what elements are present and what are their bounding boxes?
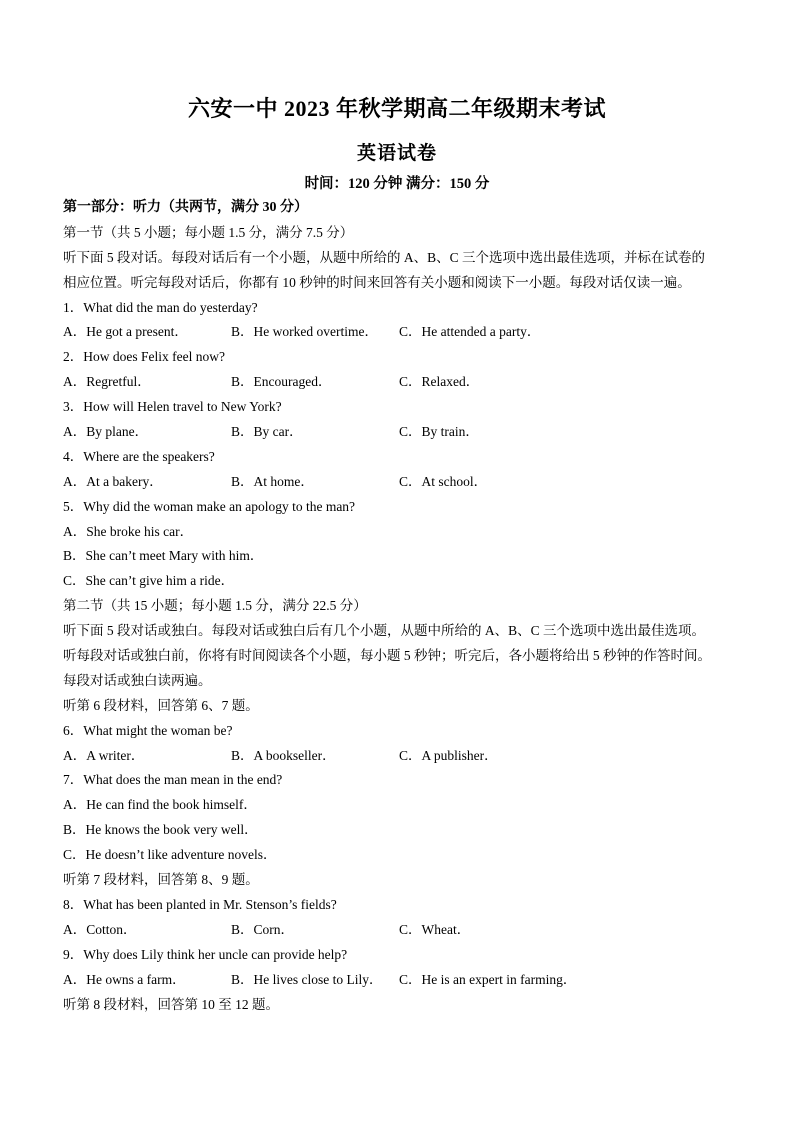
section2-instruction-line: 听每段对话或独白前，你将有时间阅读各个小题，每小题 5 秒钟；听完后，各小题将给出 5 秒钟的作答时间。	[63, 648, 711, 664]
material-heading: 听第 8 段材料，回答第 10 至 12 题。	[63, 996, 279, 1012]
material-heading: 听第 6 段材料，回答第 6、7 题。	[63, 697, 259, 713]
option-a: A．Cotton．	[63, 921, 137, 937]
option-a: A．By plane．	[63, 424, 149, 440]
question-options	[63, 744, 753, 769]
option-c: C．He doesn’t like adventure novels．	[63, 847, 277, 863]
option-a: A．He owns a farm．	[63, 971, 186, 987]
option-a: A．She broke his car．	[63, 523, 194, 539]
option-c: C．Wheat．	[399, 921, 471, 937]
question-options	[63, 918, 753, 943]
question-stem: 1．What did the man do yesterday?	[63, 299, 258, 315]
question-options	[63, 968, 753, 993]
question-options	[63, 370, 753, 395]
question-stem: 3．How will Helen travel to New York?	[63, 399, 282, 415]
option-a: A．He got a present．	[63, 324, 188, 340]
question-options	[63, 470, 753, 495]
option-c: C．He is an expert in farming．	[399, 971, 577, 987]
question-options	[63, 320, 753, 345]
option-c: C．He attended a party．	[399, 324, 541, 340]
section2-instruction-line: 听下面 5 段对话或独白。每段对话或独白后有几个小题，从题中所给的 A、B、C 三个选项中选出最佳选项。	[63, 623, 706, 639]
question-options	[63, 420, 753, 445]
time-info: 时间：120 分钟 满分：150 分	[304, 176, 490, 192]
question-stem: 5．Why did the woman make an apology to the man?	[63, 498, 356, 514]
option-c: C．By train．	[399, 424, 479, 440]
option-b: B．She can’t meet Mary with him．	[63, 548, 264, 564]
option-b: B．At home．	[231, 473, 314, 489]
section1-instruction-line: 相应位置。听完每段对话后，你都有 10 秒钟的时间来回答有关小题和阅读下一小题。每段对话仅读一遍。	[63, 274, 691, 290]
option-b: B．He knows the book very well．	[63, 822, 258, 838]
material-heading: 听第 7 段材料，回答第 8、9 题。	[63, 872, 259, 888]
question-stem: 9．Why does Lily think her uncle can provide help?	[63, 946, 348, 962]
exam-title: 六安一中 2023 年秋学期高二年级期末考试	[187, 96, 606, 121]
option-b: B．A bookseller．	[231, 747, 336, 763]
section1-heading: 第一节（共 5 小题；每小题 1.5 分，满分 7.5 分）	[63, 224, 354, 240]
option-a: A．Regretful．	[63, 374, 151, 390]
option-a: A．He can find the book himself．	[63, 797, 257, 813]
exam-subtitle: 英语试卷	[356, 143, 437, 164]
part1-heading: 第一部分：听力（共两节，满分 30 分）	[63, 200, 308, 215]
option-b: B．By car．	[231, 424, 303, 440]
option-a: A．At a bakery．	[63, 473, 163, 489]
option-c: C．A publisher．	[399, 747, 498, 763]
question-stem: 6．What might the woman be?	[63, 722, 233, 738]
option-b: B．Corn．	[231, 921, 295, 937]
exam-content	[63, 196, 753, 1017]
section1-instruction-line: 听下面 5 段对话。每段对话后有一个小题，从题中所给的 A、B、C 三个选项中选出最佳选项，并标在试卷的	[63, 249, 706, 265]
option-b: B．He lives close to Lily．	[231, 971, 383, 987]
option-b: B．He worked overtime．	[231, 324, 378, 340]
question-stem: 7．What does the man mean in the end?	[63, 772, 283, 788]
option-c: C．She can’t give him a ride．	[63, 573, 235, 589]
question-stem: 8．What has been planted in Mr. Stenson’s fields?	[63, 896, 337, 912]
question-stem: 4．Where are the speakers?	[63, 448, 215, 464]
option-c: C．Relaxed．	[399, 374, 480, 390]
section2-heading: 第二节（共 15 小题；每小题 1.5 分，满分 22.5 分）	[63, 598, 367, 614]
option-c: C．At school．	[399, 473, 488, 489]
section2-instruction-line: 每段对话或独白读两遍。	[63, 672, 212, 688]
option-b: B．Encouraged．	[231, 374, 332, 390]
question-stem: 2．How does Felix feel now?	[63, 349, 225, 365]
option-a: A．A writer．	[63, 747, 145, 763]
